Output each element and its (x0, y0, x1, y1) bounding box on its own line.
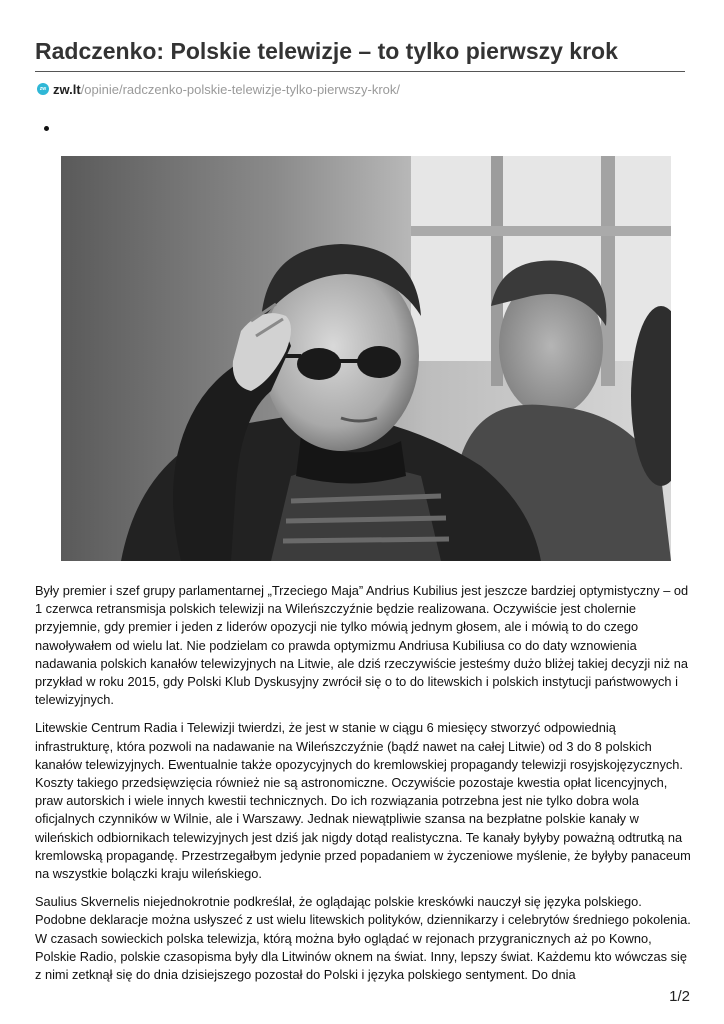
paragraph-2: Litewskie Centrum Radia i Telewizji twierdzi, że jest w stanie w ciągu 6 miesięcy stworzyć odpowiednią infrastrukturę, która pozwoli na nadawanie na Wileńszczyźnie (bądź nawet na całej Litwie) od 3 do 8 polskich kanałów telewizyjnych. Ewentualnie także opozycyjnych do kremlowskiej propagandy telewizji rosyjskojęzycznych. Koszty takiego przedsięwzięcia również nie są astronomiczne. Oczywiście pozostaje kwestia opłat licencyjnych, praw autorskich i wiele innych kwestii technicznych. Do ich rozwiązania potrzebna jest nie tylko dobra wola oficjalnych czynników w Wilnie, ale i Warszawy. Jednak niewątpliwie szansa na bezpłatne polskie kanały w wileńskich odbiornikach telewizyjnych jest dziś jak nigdy dotąd realistyczna. Te kanały byłyby poważną odtrutką na kremlowską propagandę. Przestrzegałbym jedynie przed popadaniem w życzeniowe myślenie, że byłyby panaceum na wszystkie bolączki kraju wileńskiego. (35, 720, 691, 882)
source-domain-link[interactable]: zw.lt (53, 81, 81, 97)
source-path-link[interactable]: /opinie/radczenko-polskie-telewizje-tylko-pierwszy-krok/ (80, 81, 401, 97)
article-body (35, 582, 695, 994)
paragraph-1: Były premier i szef grupy parlamentarnej „Trzeciego Maja” Andrius Kubilius jest jeszcze bardziej optymistyczny – od 1 czerwca retransmisja polskich telewizji na Wileńszczyźnie będzie realizowana. Oczywiście jest cholernie przyjemnie, gdy premier i jeden z liderów opozycji nie tylko mówią jednym głosem, ale i mówią to do czego nawoływałem od wielu lat. Nie podzielam co prawda optymizmu Andriusa Kubiliusa co do daty wznowienia nadawania polskich kanałów telewizyjnych na Litwie, ale dziś rzeczywiście jesteśmy dużo bliżej takiej decyzji niż na przykład w roku 2015, gdy Polski Klub Dyskusyjny zwrócił się o to do litewskich i polskich instytucji państwowych i telewizyjnych. (35, 583, 689, 708)
site-logo-icon (37, 83, 49, 95)
list-bullet (44, 126, 49, 131)
paragraph-3: Saulius Skvernelis niejednokrotnie podkreślał, że oglądając polskie kreskówki nauczył się języka polskiego. Podobne deklaracje można usłyszeć z ust wielu litewskich polityków, dziennikarzy i celebrytów średniego pokolenia. W czasach sowieckich polska telewizja, którą można było oglądać w rejonach przygranicznych aż po Kowno, Polskie Radio, polskie czasopisma były dla Litwinów oknem na świat. Inny, lepszy świat. Każdemu kto wówczas się z nimi zetknął się do dnia dzisiejszego pozostał do Polski i języka polskiego sentyment. Do dnia (35, 894, 691, 983)
source-line (37, 80, 400, 98)
title-divider (35, 71, 685, 72)
article-title: Radczenko: Polskie telewizje – to tylko pierwszy krok (35, 38, 618, 64)
article-photo (61, 156, 671, 561)
page-number: 1/2 (669, 988, 690, 1005)
favicon-text: zw (39, 85, 47, 92)
